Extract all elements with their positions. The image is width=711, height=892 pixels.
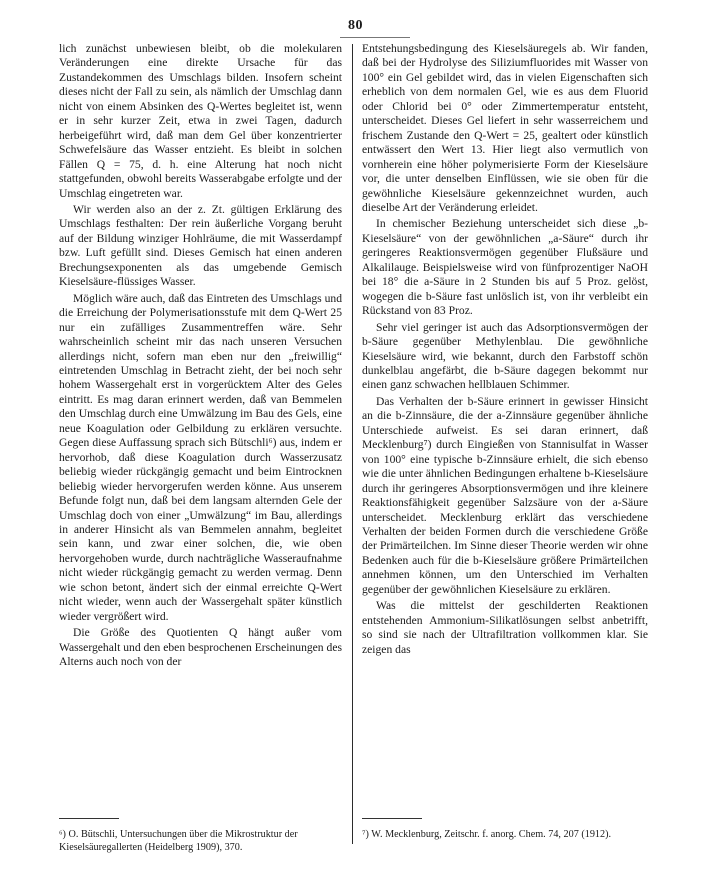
paragraph: Die Größe des Quotienten Q hängt außer vom Wassergehalt und den eben besprochenen Erscheinungen des Alterns auch noch von der bbox=[59, 626, 342, 669]
paragraph: In chemischer Beziehung unterscheidet sich diese „b-Kieselsäure“ von der gewöhnlichen „a-Säure“ durch ihr geringeres Reaktionsvermögen gegenüber Flußsäure und Alkalilauge. Beispielsweise wird von fünfprozentiger NaOH bei 18° die a-Säure in 2 Stunden bis auf 5 Proz. gelöst, wogegen die b-Säure fast unlöslich ist, von ihr verbleibt ein Rückstand von 83 Proz. bbox=[362, 217, 648, 318]
paragraph: lich zunächst unbewiesen bleibt, ob die molekularen Veränderungen eine direkte Ursache für das Zustandekommen des Umschlags bilden. Insofern scheint dieses nicht der Fall zu sein, als nämlich der Umschlag dann nicht von einem Absinken des Q-Wertes begleitet ist, wenn er in sehr kurzer Zeit, etwa in zwei Tagen, dadurch herbeigeführt wird, daß man dem Gel über konzentrierter Schwefelsäure das Wasser entzieht. Es bleibt in solchen Fällen Q = 75, d. h. eine Alterung hat noch nicht stattgefunden, obwohl bereits Wasserabgabe erfolgte und der Umschlag eingetreten war. bbox=[59, 42, 342, 200]
header-rule bbox=[340, 37, 410, 38]
paragraph: Wir werden also an der z. Zt. gültigen Erklärung des Umschlags festhalten: Der rein äußerliche Vorgang beruht auf der Bildung winziger Hohlräume, die mit Wasserdampf bzw. Luft gefüllt sind. Dieses Gemisch hat einen anderen Brechungsexponenten als das umgebende Gemisch Kieselsäure-flüssiges Wasser. bbox=[59, 202, 342, 289]
left-column bbox=[59, 42, 342, 669]
paragraph: Möglich wäre auch, daß das Eintreten des Umschlags und die Erreichung der Polymerisationsstufe mit dem Q-Wert 25 nur ein zufälliges Zusammentreffen wäre. Sehr wahrscheinlich scheint mir das nach unseren Versuchen allerdings nicht, sofern man eben nur den „freiwillig“ eintretenden Umschlag in Betracht zieht, der bei noch sehr hohem Wassergehalt erst in vorgerücktem Alter des Geles eintritt. Es mag daran erinnert werden, daß van Bemmelen den Umschlag durch eine Umwälzung im Bau des Gels, eine neue Koagulation oder Gelbildung zu erklären versuchte. Gegen diese Auffassung sprach sich Bütschli⁶) aus, indem er hervorhob, daß diese Koagulation durch Wasserzusatz beliebig wieder rückgängig gemacht und beim Eintrocknen beliebig wieder hervorgerufen werden könne. Aus unserem Befunde folgt nun, daß bei dem langsam alternden Gele der Umschlag doch von einer „Umwälzung“ im Bau, allerdings in anderer Hinsicht als van Bemmelen annahm, begleitet sein kann, und zwar einer solchen, die, wie oben hervorgehoben wurde, durch nachträgliche Wasseraufnahme nicht wieder rückgängig gemacht zu werden vermag. Denn wie schon betont, ändert sich der einmal erreichte Q-Wert nicht wieder, wenn auch der Wassergehalt später künstlich wieder vergrößert wird. bbox=[59, 291, 342, 623]
page-number: 80 bbox=[348, 18, 363, 33]
paragraph: Entstehungsbedingung des Kieselsäuregels ab. Wir fanden, daß bei der Hydrolyse des Siliziumfluorides mit Wasser von 100° ein Gel gebildet wird, das in vielen Eigenschaften sich erheblich von dem normalen Gel, wie es aus dem Fluorid oder Chlorid bei 0° oder Zimmertemperatur entsteht, unterscheidet. Dieses Gel liefert in sehr wasserreichem und frischem Zustande den Q-Wert = 25, gealtert oder künstlich entwässert den Wert 13. Hier liegt also vermutlich von vornherein eine höher polymerisierte Form der Kieselsäure vor, die unter denselben Einflüssen, wie sie oben für die gewöhnliche Kieselsäure gekennzeichnet wurden, auch dieselbe Art der Veränderung erleidet. bbox=[362, 42, 648, 214]
column-divider bbox=[352, 44, 353, 844]
paragraph: Was die mittelst der geschilderten Reaktionen entstehenden Ammonium-Silikatlösungen selbst anbetrifft, so sind sie nach der Ultrafiltration vollkommen klar. Sie zeigen das bbox=[362, 599, 648, 656]
right-column bbox=[362, 42, 648, 657]
footnote-right: ⁷) W. Mecklenburg, Zeitschr. f. anorg. Chem. 74, 207 (1912). bbox=[362, 829, 612, 840]
paragraph: Sehr viel geringer ist auch das Adsorptionsvermögen der b-Säure gegenüber Methylenblau. Die gewöhnliche Kieselsäure wird, wie bekannt, durch den Farbstoff schön dunkelblau angefärbt, die b-Säure dagegen bekommt nur einen ganz schwachen hellblauen Schimmer. bbox=[362, 320, 648, 392]
footnote-rule-right bbox=[362, 818, 422, 819]
paragraph: Das Verhalten der b-Säure erinnert in gewisser Hinsicht an die b-Zinnsäure, die der a-Zinnsäure gegenüber ähnliche Unterschiede aufweist. Es sei daran erinnert, daß Mecklenburg⁷) durch Eingießen von Stannisulfat in Wasser von 100° eine typische b-Zinnsäure erhielt, die sich ebenso wie die unter ähnlichen Bedingungen erhaltene b-Kieselsäure durch ihr geringeres Absorptionsvermögen und ihre kleinere Reaktionsfähigkeit gegenüber Salzsäure von der a-Säure unterscheidet. Mecklenburg erklärt das verschiedene Verhalten der beiden Formen durch die verschiedene Größe der Primärteilchen. Im Sinne dieser Theorie werden wir ohne Bedenken auch für die b-Kieselsäure größere Primärteilchen annehmen können, um den Unterschied im Verhalten gegenüber der gewöhnlichen Kieselsäure zu erklären. bbox=[362, 394, 648, 596]
footnote-left: ⁶) O. Bütschli, Untersuchungen über die Mikrostruktur der Kieselsäuregallerten (Heidelberg 1909), 370. bbox=[59, 829, 298, 853]
footnote-rule-left bbox=[59, 818, 119, 819]
